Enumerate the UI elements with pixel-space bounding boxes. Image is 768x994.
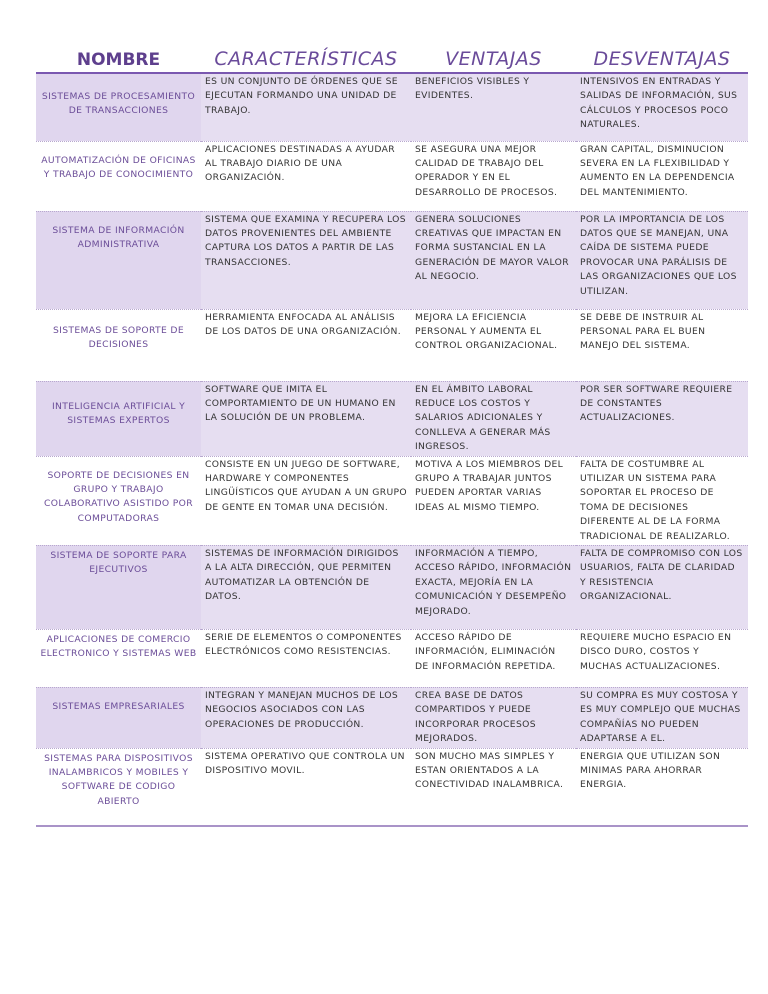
cell-ventajas: SON MUCHO MAS SIMPLES Y ESTAN ORIENTADOS A LA CONECTIVIDAD INALAMBRICA. — [411, 748, 576, 826]
cell-ventajas: INFORMACIÓN A TIEMPO, ACCESO RÁPIDO, INFORMACIÓN EXACTA, MEJORÍA EN LA COMUNICACIÓN Y DESEMPEÑO MEJORADO. — [411, 545, 576, 629]
header-caracteristicas: CARACTERÍSTICAS — [214, 48, 398, 70]
cell-nombre: APLICACIONES DE COMERCIO ELECTRONICO Y SISTEMAS WEB — [36, 629, 201, 687]
table-row — [36, 629, 748, 687]
systems-comparison-table — [36, 42, 748, 827]
header-nombre: NOMBRE — [76, 50, 161, 70]
cell-caracteristicas: SERIE DE ELEMENTOS O COMPONENTES ELECTRÓNICOS COMO RESISTENCIAS. — [201, 629, 411, 687]
cell-desventajas: FALTA DE COSTUMBRE AL UTILIZAR UN SISTEMA PARA SOPORTAR EL PROCESO DE TOMA DE DECISIONES DIFERENTE AL DE LA FORMA TRADICIONAL DE REALIZARLO. — [576, 456, 748, 545]
cell-nombre: INTELIGENCIA ARTIFICIAL Y SISTEMAS EXPERTOS — [36, 381, 201, 456]
table-row — [36, 545, 748, 629]
table-row — [36, 141, 748, 211]
cell-desventajas: INTENSIVOS EN ENTRADAS Y SALIDAS DE INFORMACIÓN, SUS CÁLCULOS Y PROCESOS POCO NATURALES. — [576, 73, 748, 141]
cell-desventajas: SU COMPRA ES MUY COSTOSA Y ES MUY COMPLEJO QUE MUCHAS COMPAÑÍAS NO PUEDEN ADAPTARSE A EL. — [576, 687, 748, 748]
table-row — [36, 309, 748, 381]
cell-nombre: SISTEMAS DE SOPORTE DE DECISIONES — [36, 309, 201, 381]
table-row — [36, 73, 748, 141]
cell-nombre: AUTOMATIZACIÓN DE OFICINAS Y TRABAJO DE CONOCIMIENTO — [36, 141, 201, 211]
cell-ventajas: ACCESO RÁPIDO DE INFORMACIÓN, ELIMINACIÓN DE INFORMACIÓN REPETIDA. — [411, 629, 576, 687]
cell-ventajas: EN EL ÁMBITO LABORAL REDUCE LOS COSTOS Y SALARIOS ADICIONALES Y CONLLEVA A GENERAR MÁS INGRESOS. — [411, 381, 576, 456]
table-row — [36, 211, 748, 309]
cell-caracteristicas: SISTEMAS DE INFORMACIÓN DIRIGIDOS A LA ALTA DIRECCIÓN, QUE PERMITEN AUTOMATIZAR LA OBTENCIÓN DE DATOS. — [201, 545, 411, 629]
cell-nombre: SISTEMA DE SOPORTE PARA EJECUTIVOS — [36, 545, 201, 629]
table-row — [36, 687, 748, 748]
cell-caracteristicas: INTEGRAN Y MANEJAN MUCHOS DE LOS NEGOCIOS ASOCIADOS CON LAS OPERACIONES DE PRODUCCIÓN. — [201, 687, 411, 748]
cell-nombre: SISTEMAS PARA DISPOSITIVOS INALAMBRICOS Y MOBILES Y SOFTWARE DE CODIGO ABIERTO — [36, 748, 201, 826]
cell-ventajas: MOTIVA A LOS MIEMBROS DEL GRUPO A TRABAJAR JUNTOS PUEDEN APORTAR VARIAS IDEAS AL MISMO TIEMPO. — [411, 456, 576, 545]
cell-ventajas: MEJORA LA EFICIENCIA PERSONAL Y AUMENTA EL CONTROL ORGANIZACIONAL. — [411, 309, 576, 381]
cell-nombre: SISTEMAS EMPRESARIALES — [36, 687, 201, 748]
cell-desventajas: SE DEBE DE INSTRUIR AL PERSONAL PARA EL BUEN MANEJO DEL SISTEMA. — [576, 309, 748, 381]
table-row — [36, 456, 748, 545]
table-row — [36, 748, 748, 826]
cell-desventajas: REQUIERE MUCHO ESPACIO EN DISCO DURO, COSTOS Y MUCHAS ACTUALIZACIONES. — [576, 629, 748, 687]
cell-nombre: SISTEMA DE INFORMACIÓN ADMINISTRATIVA — [36, 211, 201, 309]
header-ventajas: VENTAJAS — [445, 48, 542, 70]
cell-caracteristicas: HERRAMIENTA ENFOCADA AL ANÁLISIS DE LOS DATOS DE UNA ORGANIZACIÓN. — [201, 309, 411, 381]
header-row — [36, 42, 748, 73]
cell-caracteristicas: APLICACIONES DESTINADAS A AYUDAR AL TRABAJO DIARIO DE UNA ORGANIZACIÓN. — [201, 141, 411, 211]
cell-desventajas: POR LA IMPORTANCIA DE LOS DATOS QUE SE MANEJAN, UNA CAÍDA DE SISTEMA PUEDE PROVOCAR UNA PARÁLISIS DE LAS ORGANIZACIONES QUE LOS UTILIZAN. — [576, 211, 748, 309]
cell-ventajas: GENERA SOLUCIONES CREATIVAS QUE IMPACTAN EN FORMA SUSTANCIAL EN LA GENERACIÓN DE MAYOR VALOR AL NEGOCIO. — [411, 211, 576, 309]
cell-ventajas: BENEFICIOS VISIBLES Y EVIDENTES. — [411, 73, 576, 141]
cell-caracteristicas: CONSISTE EN UN JUEGO DE SOFTWARE, HARDWARE Y COMPONENTES LINGÜÍSTICOS QUE AYUDAN A UN GRUPO DE GENTE EN TOMAR UNA DECISIÓN. — [201, 456, 411, 545]
cell-caracteristicas: ES UN CONJUNTO DE ÓRDENES QUE SE EJECUTAN FORMANDO UNA UNIDAD DE TRABAJO. — [201, 73, 411, 141]
cell-nombre: SOPORTE DE DECISIONES EN GRUPO Y TRABAJO COLABORATIVO ASISTIDO POR COMPUTADORAS — [36, 456, 201, 545]
cell-caracteristicas: SISTEMA OPERATIVO QUE CONTROLA UN DISPOSITIVO MOVIL. — [201, 748, 411, 826]
cell-desventajas: ENERGIA QUE UTILIZAN SON MINIMAS PARA AHORRAR ENERGIA. — [576, 748, 748, 826]
cell-nombre: SISTEMAS DE PROCESAMIENTO DE TRANSACCIONES — [36, 73, 201, 141]
cell-caracteristicas: SISTEMA QUE EXAMINA Y RECUPERA LOS DATOS PROVENIENTES DEL AMBIENTE CAPTURA LOS DATOS A PARTIR DE LAS TRANSACCIONES. — [201, 211, 411, 309]
cell-desventajas: POR SER SOFTWARE REQUIERE DE CONSTANTES ACTUALIZACIONES. — [576, 381, 748, 456]
comparison-sheet — [36, 42, 748, 827]
header-desventajas: DESVENTAJAS — [593, 48, 731, 70]
cell-caracteristicas: SOFTWARE QUE IMITA EL COMPORTAMIENTO DE UN HUMANO EN LA SOLUCIÓN DE UN PROBLEMA. — [201, 381, 411, 456]
table-row — [36, 381, 748, 456]
cell-ventajas: SE ASEGURA UNA MEJOR CALIDAD DE TRABAJO DEL OPERADOR Y EN EL DESARROLLO DE PROCESOS. — [411, 141, 576, 211]
cell-desventajas: FALTA DE COMPROMISO CON LOS USUARIOS, FALTA DE CLARIDAD Y RESISTENCIA ORGANIZACIONAL. — [576, 545, 748, 629]
cell-ventajas: CREA BASE DE DATOS COMPARTIDOS Y PUEDE INCORPORAR PROCESOS MEJORADOS. — [411, 687, 576, 748]
cell-desventajas: GRAN CAPITAL, DISMINUCION SEVERA EN LA FLEXIBILIDAD Y AUMENTO EN LA DEPENDENCIA DEL MANTENIMIENTO. — [576, 141, 748, 211]
